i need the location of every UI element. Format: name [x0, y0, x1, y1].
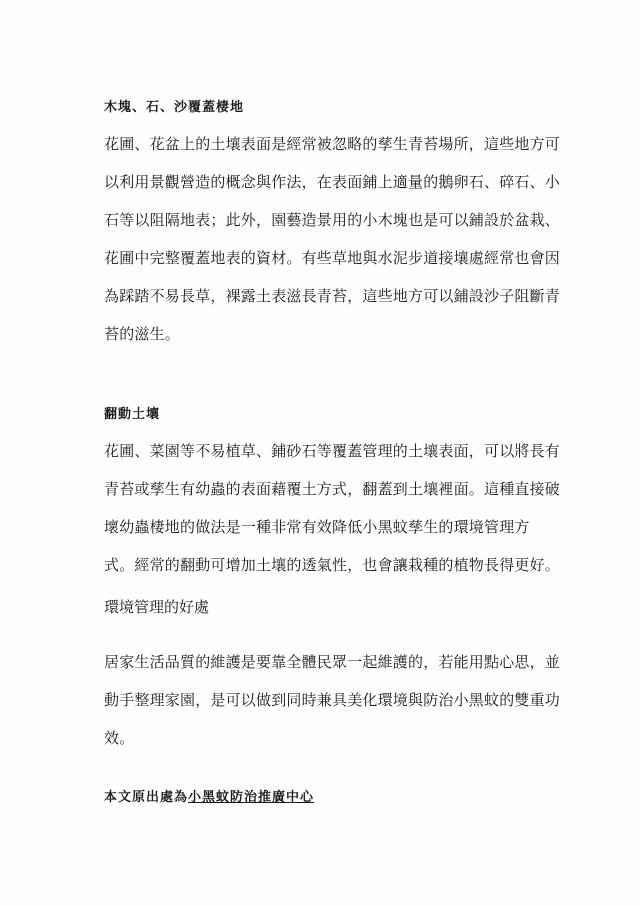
- paragraph-line: 花圃中完整覆蓋地表的資材。有些草地與水泥步道接壤處經常也會因: [104, 249, 561, 267]
- source-link[interactable]: 小黑蚊防治推廣中心: [188, 790, 315, 805]
- paragraph-line: 以利用景觀營造的概念與作法，在表面鋪上適量的鵝卵石、碎石、小: [104, 173, 561, 191]
- section-heading-turn-soil: 翻動土壤: [104, 407, 161, 422]
- source-prefix: 本文原出處為: [104, 790, 189, 805]
- paragraph-line: 居家生活品質的維護是要靠全體民眾一起維護的，若能用點心思，並: [104, 653, 561, 671]
- paragraph-line: 動手整理家園，是可以做到同時兼具美化環境與防治小黑蚊的雙重功: [104, 691, 561, 709]
- paragraph-line: 式。經常的翻動可增加土壤的透氣性，也會讓栽種的植物長得更好。: [104, 556, 561, 574]
- paragraph-line: 為踩踏不易長草，裸露土表滋長青苔，這些地方可以鋪設沙子阻斷青: [104, 287, 561, 305]
- paragraph-line: 苔的滋生。: [104, 325, 181, 343]
- paragraph-line: 壞幼蟲棲地的做法是一種非常有效降低小黑蚊孳生的環境管理方: [104, 518, 530, 536]
- paragraph-turn-soil: [104, 432, 561, 584]
- paragraph-benefits: [104, 643, 561, 757]
- section-heading-cover-habitat: 木塊、石、沙覆蓋棲地: [104, 100, 245, 115]
- paragraph-line: 效。: [104, 729, 135, 747]
- paragraph-line: 石等以阻隔地表；此外，園藝造景用的小木塊也是可以鋪設於盆栽、: [104, 211, 561, 229]
- paragraph-cover-habitat: [104, 125, 561, 353]
- paragraph-line: 花圃、花盆上的土壤表面是經常被忽略的孳生青苔場所，這些地方可: [104, 135, 561, 153]
- paragraph-line: 青苔或孳生有幼蟲的表面藉覆土方式，翻蓋到土壤裡面。這種直接破: [104, 480, 561, 498]
- section-heading-benefits: 環境管理的好處: [104, 598, 210, 616]
- source-attribution: [104, 786, 314, 805]
- paragraph-line: 花圃、菜園等不易植草、鋪砂石等覆蓋管理的土壤表面，可以將長有: [104, 442, 561, 460]
